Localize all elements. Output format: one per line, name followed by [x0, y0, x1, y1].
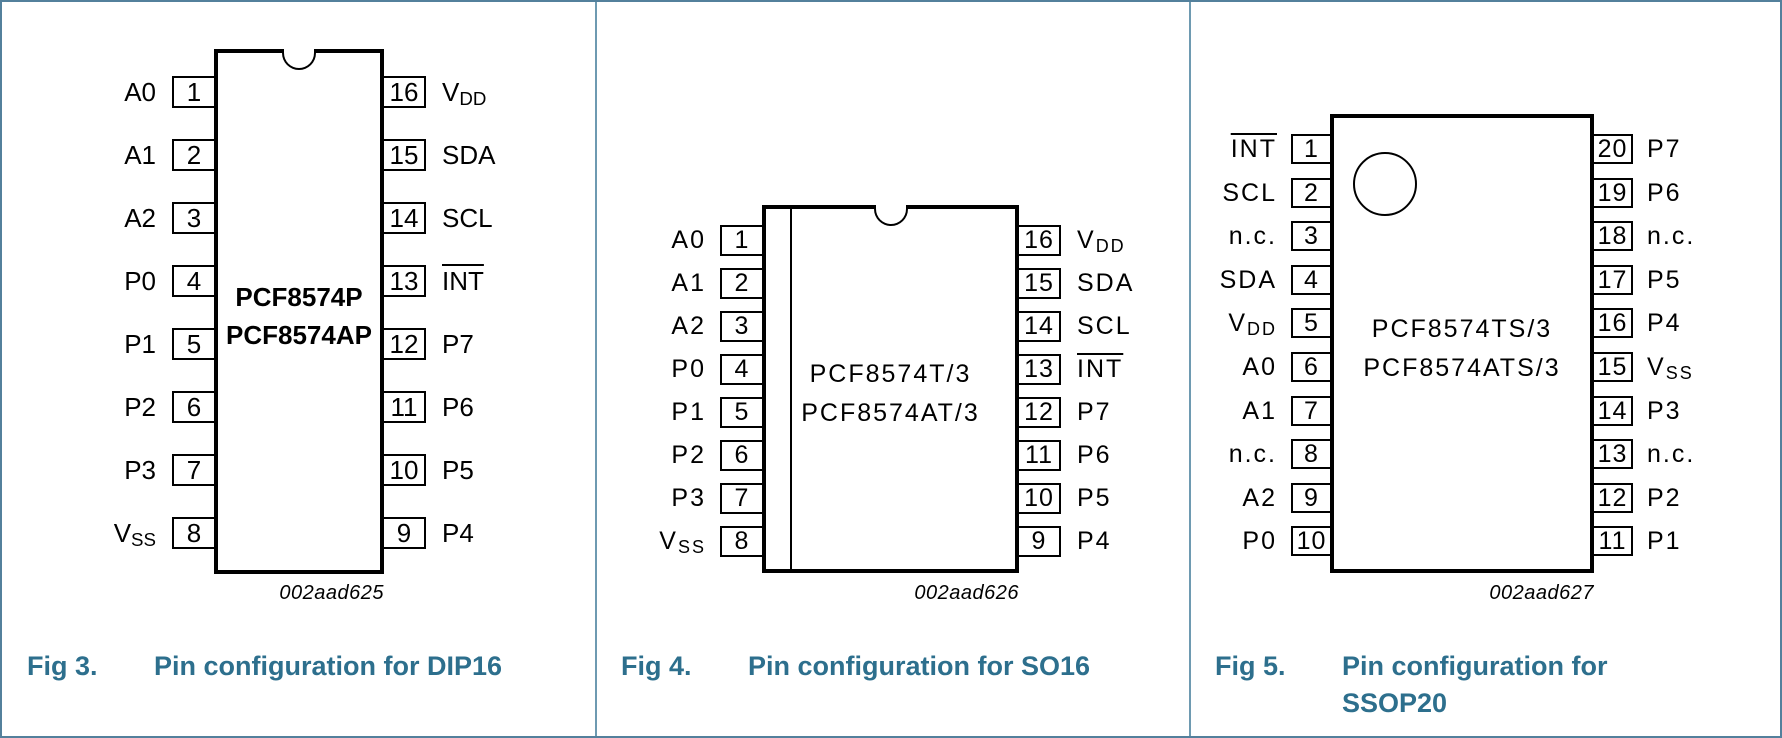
pin-label	[1190, 524, 1277, 558]
pin-box	[1017, 225, 1061, 256]
pin-number: 20	[1597, 134, 1628, 163]
pin-label	[442, 327, 592, 361]
pin-label-subscript: SS	[131, 529, 156, 551]
pin-label	[2, 264, 156, 298]
pin-label	[1647, 219, 1782, 253]
pin-label-subscript: SS	[677, 536, 706, 557]
pin-label-text: P7	[1647, 135, 1682, 163]
pin-label	[2, 453, 156, 487]
pin-box	[382, 454, 426, 486]
pin-number: 12	[389, 328, 419, 359]
pin-label	[596, 223, 706, 257]
pin-box	[720, 397, 764, 428]
pin-number: 16	[1024, 226, 1054, 254]
image-reference-label: 002aad626	[914, 582, 1019, 604]
pin-label-text: P0	[124, 266, 156, 296]
pin-label-text: SDA	[1219, 266, 1277, 294]
pin-label-text: P3	[124, 455, 156, 485]
pin-number: 5	[734, 398, 750, 426]
pin-box	[1291, 178, 1332, 208]
pin-label-text: P7	[1077, 398, 1112, 426]
pin-number: 1	[1304, 134, 1319, 163]
pin-label	[1647, 176, 1782, 210]
pin-label-text: A0	[1242, 353, 1277, 381]
pin-label	[1190, 306, 1277, 340]
pin-number: 5	[186, 328, 202, 359]
chip-name-line: PCF8574P	[235, 282, 363, 312]
pin-box	[720, 526, 764, 557]
pin-label-text: P2	[671, 441, 706, 469]
pin-number: 4	[186, 265, 202, 296]
pin-label-text: P4	[442, 518, 474, 548]
pin-label	[1647, 524, 1782, 558]
pin-box	[1592, 352, 1633, 382]
panel-dip16	[2, 2, 596, 736]
pin-box	[720, 268, 764, 299]
pin-label-text: SDA	[1077, 269, 1135, 297]
pin-number: 8	[186, 517, 202, 548]
pin-label	[1190, 176, 1277, 210]
pin-label	[2, 516, 156, 550]
pin-box	[1592, 483, 1633, 513]
pin-label-subscript: DD	[459, 88, 487, 110]
pin-label-text: P3	[1647, 397, 1682, 425]
pin-number: 14	[1597, 396, 1628, 425]
pin-label-subscript: SS	[1665, 362, 1694, 383]
pin-label-subscript: DD	[1247, 318, 1277, 339]
pin-label	[596, 395, 706, 429]
pin-label-text: P2	[1647, 484, 1682, 512]
pin-label-text: P5	[1077, 484, 1112, 512]
pin-label-text: P7	[442, 329, 474, 359]
pin-label	[1190, 263, 1277, 297]
pin-label	[596, 438, 706, 472]
pin-label-text: P2	[124, 392, 156, 422]
pin-box	[1017, 483, 1061, 514]
pin-label-text: A0	[124, 77, 156, 107]
pin-number: 13	[389, 265, 419, 296]
pin-box	[1592, 134, 1633, 164]
pin-label-text: P6	[1077, 441, 1112, 469]
pin-number: 14	[389, 202, 419, 233]
pin-label	[442, 390, 592, 424]
pin-label-text: P6	[1647, 179, 1682, 207]
pin-box	[1017, 397, 1061, 428]
pin-number: 15	[389, 139, 419, 170]
pin-number: 5	[1304, 308, 1319, 337]
pin-label-text: P1	[124, 329, 156, 359]
pin-label	[1190, 219, 1277, 253]
pin-number: 7	[1304, 396, 1319, 425]
pin-box	[382, 139, 426, 171]
pin-label-text: $\overline{INT}$	[1077, 355, 1124, 383]
pin-label	[442, 201, 592, 235]
pin-label	[596, 266, 706, 300]
pin-box	[720, 483, 764, 514]
pin-number: 15	[1597, 352, 1628, 381]
pin-label	[442, 75, 592, 109]
pin-box	[1291, 483, 1332, 513]
pin-number: 1	[186, 76, 202, 107]
panel-ssop20	[1190, 2, 1782, 736]
pin-label-text: P1	[1647, 527, 1682, 555]
pin-label	[1647, 394, 1782, 428]
pin-number: 6	[734, 441, 750, 469]
chip-name-line: PCF8574AP	[226, 320, 372, 350]
pin-label-text: P5	[1647, 266, 1682, 294]
pin-label-text: P6	[442, 392, 474, 422]
pin-number: 10	[389, 454, 419, 485]
pin-box	[382, 391, 426, 423]
pin-label	[596, 352, 706, 386]
pin-number: 12	[1597, 483, 1628, 512]
pin1-index-circle-icon	[1353, 152, 1417, 216]
pin-label	[1647, 437, 1782, 471]
pin-number: 11	[390, 391, 418, 422]
pin-box	[1291, 352, 1332, 382]
pin-label-text: P0	[1242, 527, 1277, 555]
pin-box	[1592, 396, 1633, 426]
pin-number: 19	[1597, 178, 1628, 207]
pin-box	[382, 517, 426, 549]
pin-number: 12	[1024, 398, 1054, 426]
pin-label-text: A2	[1242, 484, 1277, 512]
pin-label-text: SCL	[442, 203, 493, 233]
pin-box	[1592, 265, 1633, 295]
pin-number: 9	[1304, 483, 1319, 512]
pin-box	[382, 202, 426, 234]
pin-number: 8	[1304, 439, 1319, 468]
pin-box	[720, 440, 764, 471]
pin-label	[442, 264, 592, 298]
pin-label	[1190, 350, 1277, 384]
pin-label-text: A1	[671, 269, 706, 297]
pin-label-text: P3	[671, 484, 706, 512]
pin-box	[382, 265, 426, 297]
pin-label-text: $\overline{INT}$	[442, 266, 484, 296]
pin-box	[1592, 221, 1633, 251]
pin-number: 15	[1024, 269, 1054, 297]
pin-box	[1017, 440, 1061, 471]
pin-label	[1647, 263, 1782, 297]
pin-label	[442, 453, 592, 487]
pin-box	[1592, 439, 1633, 469]
pin-number: 7	[734, 484, 750, 512]
pin-number: 8	[734, 527, 750, 555]
pin-label-text: P5	[442, 455, 474, 485]
pin-label	[596, 524, 706, 558]
pin-number: 11	[1025, 441, 1053, 469]
pin-number: 18	[1597, 221, 1628, 250]
pin-number: 6	[186, 391, 202, 422]
pin-box	[1291, 526, 1332, 556]
pin-label	[442, 516, 592, 550]
pin-box	[1017, 526, 1061, 557]
pin-label-text: n.c.	[1647, 440, 1696, 468]
pin-label-text: V	[1228, 309, 1247, 337]
pin-box	[382, 328, 426, 360]
pin-label-text: V	[659, 527, 678, 555]
pin-box	[1291, 308, 1332, 338]
pin-number: 2	[734, 269, 750, 297]
pin-label	[2, 390, 156, 424]
pin-label	[2, 327, 156, 361]
pin-label	[2, 75, 156, 109]
chip-name-line: PCF8574ATS/3	[1363, 354, 1561, 382]
pin-box	[1017, 268, 1061, 299]
panel-so16	[596, 2, 1190, 736]
pin-box	[720, 354, 764, 385]
pin-box	[1291, 134, 1332, 164]
pin-label	[1647, 132, 1782, 166]
pin-label	[2, 201, 156, 235]
pin-number: 10	[1024, 484, 1054, 512]
pin-number: 3	[734, 312, 750, 340]
chip-name-line: PCF8574AT/3	[801, 399, 980, 427]
pin-number: 16	[1597, 308, 1628, 337]
pin-label-text: V	[1647, 353, 1666, 381]
pin-number: 6	[1304, 352, 1319, 381]
pin-number: 9	[1031, 527, 1047, 555]
pin-label-text: A1	[124, 140, 156, 170]
chip-name-line: PCF8574T/3	[809, 360, 972, 388]
pin-number: 7	[186, 454, 202, 485]
pin-label-text: A2	[671, 312, 706, 340]
pin-box	[172, 202, 216, 234]
pin-number: 2	[1304, 178, 1319, 207]
pin-label-text: $\overline{INT}$	[1230, 135, 1277, 163]
pin-box	[1017, 354, 1061, 385]
pin-box	[172, 265, 216, 297]
pin-number: 3	[1304, 221, 1319, 250]
pin-label	[1190, 132, 1277, 166]
pin-label-text: n.c.	[1228, 440, 1277, 468]
pin-box	[172, 517, 216, 549]
pin-number: 17	[1597, 265, 1628, 294]
chip-name-line: PCF8574TS/3	[1371, 315, 1553, 343]
pin-label	[1647, 306, 1782, 340]
pin-box	[720, 225, 764, 256]
pin-box	[1592, 526, 1633, 556]
pin-number: 13	[1597, 439, 1628, 468]
pin-label-text: A1	[1242, 397, 1277, 425]
pin-label-text: SCL	[1077, 312, 1132, 340]
figure-caption-text: Pin configuration for DIP16	[154, 651, 503, 681]
pin-box	[172, 454, 216, 486]
pin-label-text: P4	[1647, 309, 1682, 337]
pin-box	[172, 76, 216, 108]
figure-caption-text: Pin configuration for SO16	[748, 651, 1091, 681]
pin-label-text: P1	[671, 398, 706, 426]
pin-box	[1592, 178, 1633, 208]
pin-label-text: n.c.	[1228, 222, 1277, 250]
pin-number: 10	[1296, 526, 1327, 555]
figure-caption-number: Fig 5.	[1215, 651, 1286, 681]
pin-number: 11	[1598, 526, 1627, 555]
pin-label	[1647, 350, 1782, 384]
pin-label	[1190, 481, 1277, 515]
pin-label	[1647, 481, 1782, 515]
pin-box	[1291, 439, 1332, 469]
figure-caption-number: Fig 3.	[27, 651, 98, 681]
pin-label-text: V	[442, 77, 460, 107]
pin-box	[172, 391, 216, 423]
pin-box	[172, 139, 216, 171]
pin-number: 16	[389, 76, 419, 107]
pin-number: 14	[1024, 312, 1054, 340]
pin-label	[1190, 394, 1277, 428]
pin-box	[1291, 396, 1332, 426]
image-reference-label: 002aad625	[279, 582, 384, 604]
pin-label	[2, 138, 156, 172]
pin-label	[596, 309, 706, 343]
pin-label-text: A0	[671, 226, 706, 254]
pin-label-text: V	[1077, 226, 1096, 254]
pin-number: 9	[396, 517, 412, 548]
pin-label-text: n.c.	[1647, 222, 1696, 250]
pin-box	[382, 76, 426, 108]
pin-number: 13	[1024, 355, 1054, 383]
pin-box	[172, 328, 216, 360]
pin-label-text: A2	[124, 203, 156, 233]
pin-number: 1	[734, 226, 750, 254]
pin-label-text: P0	[671, 355, 706, 383]
pin-label	[442, 138, 592, 172]
pin-label-text: V	[113, 518, 132, 548]
pin-box	[1291, 265, 1332, 295]
pin-number: 2	[186, 139, 202, 170]
pin-label-text: SDA	[442, 140, 496, 170]
pin-label	[1190, 437, 1277, 471]
figure-caption-number: Fig 4.	[621, 651, 692, 681]
pin-label-text: P4	[1077, 527, 1112, 555]
pin-box	[720, 311, 764, 342]
pin-number: 3	[186, 202, 202, 233]
pin-label	[596, 481, 706, 515]
pin-label-text: SCL	[1222, 179, 1277, 207]
pin-number: 4	[1304, 265, 1319, 294]
pin-box	[1592, 308, 1633, 338]
pin-label-subscript: DD	[1095, 235, 1126, 256]
pin-number: 4	[734, 355, 750, 383]
figure-caption-text: Pin configuration for SSOP20	[1342, 651, 1608, 718]
pin-box	[1291, 221, 1332, 251]
chip-name	[99, 278, 499, 354]
image-reference-label: 002aad627	[1489, 582, 1594, 604]
pin-box	[1017, 311, 1061, 342]
